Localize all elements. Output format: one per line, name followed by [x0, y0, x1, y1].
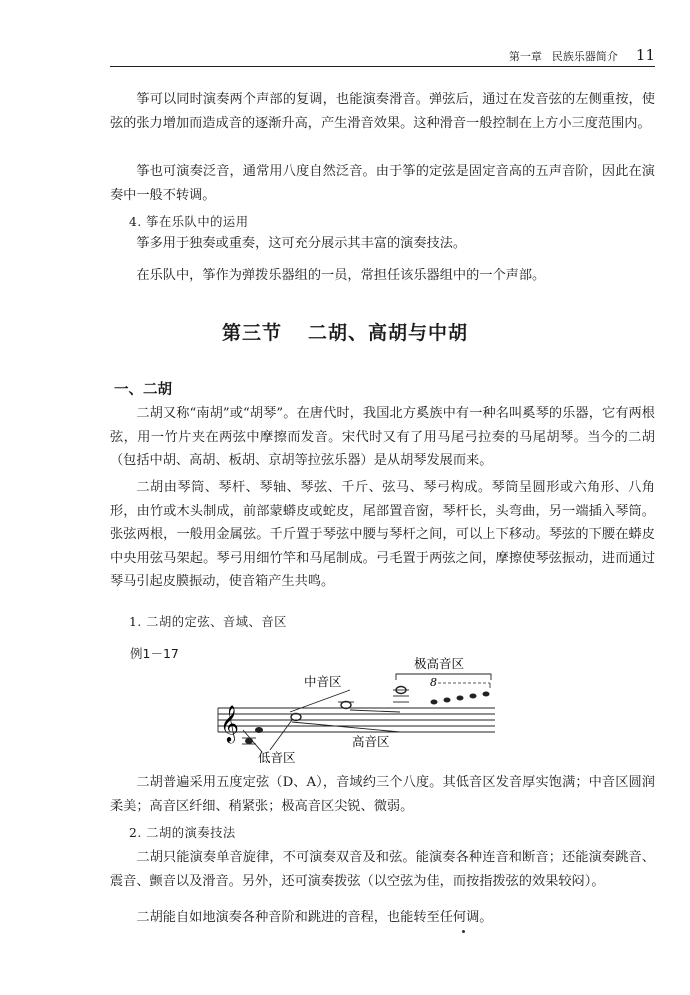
paragraph-zheng-harmonics: 筝也可演奏泛音，通常用八度自然泛音。由于筝的定弦是固定音高的五声音阶，因此在演奏中一般不转调。: [110, 164, 655, 203]
section-number: 第三节: [221, 322, 282, 344]
paragraph-erhu-techniques: 二胡只能演奏单音旋律，不可演奏双音及和弦。能演奏各种连音和断音；还能演奏跳音、震音、颤音以及滑音。另外，还可演奏拨弦（以空弦为佳，而按指拨弦的效果较闷）。: [110, 850, 655, 889]
section-name: 二胡、高胡与中胡: [308, 322, 469, 344]
note-a4: [255, 727, 263, 733]
subheading-erhu-technique: 2. 二胡的演奏技法: [129, 826, 236, 840]
zone-label-high: 高音区: [352, 734, 390, 749]
paragraph-zheng-glissando: 筝可以同时演奏两个声部的复调，也能演奏滑音。弹弦后，通过在发音弦的左侧重按，使弦的张力增加而造成音的逐渐升高，产生滑音效果。这种滑音一般控制在上方小三度范围内。: [110, 92, 655, 131]
paragraph-erhu-range: 二胡普遍采用五度定弦（D、A），音域约三个八度。其低音区发音厚实饱满；中音区圆润柔美；高音区纤细、稍紧张；极高音区尖锐、微弱。: [110, 775, 655, 814]
paragraph-zheng-solo: 筝多用于独奏或重奏，这可充分展示其丰富的演奏技法。: [136, 236, 467, 251]
header-text: [509, 46, 655, 64]
example-label: 例1－17: [130, 646, 179, 661]
note-middle-start: [291, 714, 301, 721]
heading-erhu: 一、二胡: [114, 381, 172, 398]
section-title: [0, 318, 690, 345]
paragraph-erhu-history: 二胡又称“南胡”或“胡琴”。在唐代时，我国北方奚族中有一种名叫奚琴的乐器，它有两根弦，用一竹片夹在两弦中摩擦而发音。宋代时又有了用马尾弓拉奏的马尾胡琴。当今的二胡（包括中胡、高胡、板胡、京胡等拉弦乐器）是从胡琴发展而来。: [110, 406, 655, 469]
zone-label-middle: 中音区: [304, 674, 342, 689]
header-chapter-title: 民族乐器简介: [551, 50, 618, 63]
ottava-mark: 8: [430, 676, 437, 689]
treble-clef-icon: 𝄞: [220, 704, 239, 742]
paragraph-erhu-structure: 二胡由琴筒、琴杆、琴轴、琴弦、千斤、弦马、琴弓构成。琴筒呈圆形或六角形、八角形，由竹或木头制成，前部蒙蟒皮或蛇皮，尾部置音窗，琴杆长，头弯曲，另一端插入琴筒。张弦两根，一般用金属弦。千斤置于琴弦中腰与琴杆之间，可以上下移动。琴弦的下腰在蟒皮中央用弦马架起。琴弓用细竹竿和马尾制成。弓毛置于两弦之间，摩擦使琴弦振动，进而通过琴马引起皮膜振动，使音箱产生共鸣。: [110, 480, 655, 590]
zone-label-low: 低音区: [258, 750, 296, 765]
page-number: 11: [635, 46, 655, 64]
subheading-erhu-tuning: 1. 二胡的定弦、音域、音区: [129, 615, 287, 629]
subheading-zheng-orchestra: 4. 筝在乐队中的运用: [129, 215, 249, 229]
zone-label-extreme: 极高音区: [414, 656, 465, 671]
page-speck: [462, 930, 465, 933]
paragraph-erhu-modulation: 二胡能自如地演奏各种音阶和跳进的音程，也能转至任何调。: [136, 910, 493, 925]
note-high-start: [341, 702, 351, 709]
running-header: [110, 44, 655, 67]
paragraph-zheng-ensemble: 在乐队中，筝作为弹拨乐器组的一员，常担任该乐器组中的一个声部。: [136, 268, 546, 283]
note-d4: [245, 738, 253, 744]
music-example-range: [200, 650, 500, 765]
header-chapter: 第一章: [508, 50, 542, 63]
